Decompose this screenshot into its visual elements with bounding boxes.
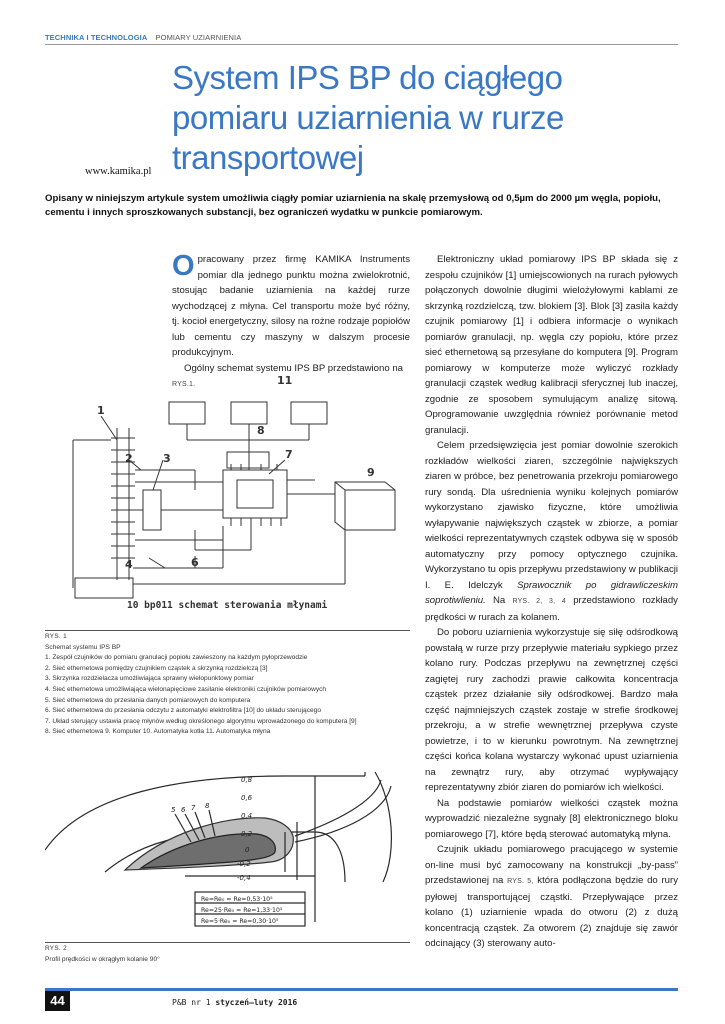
fig1-label-1: 1 [97, 404, 105, 417]
fig2-legend-1: Re=Re₀ ≈ Re=0,53·10⁵ [201, 896, 273, 903]
fig1-bottom-label: 10 bp011 schemat sterowania młynami [127, 600, 328, 611]
fig1-label-6: 6 [191, 556, 199, 569]
header-rule [45, 44, 678, 45]
fig1-label-7: 7 [285, 448, 293, 461]
figure-reference: RYS. 5, [507, 878, 534, 885]
title-line-3: transportowej [172, 139, 364, 176]
figure-1-schematic [45, 370, 410, 628]
journal-issue: styczeń–luty 2016 [215, 998, 298, 1007]
caption-rule [45, 942, 410, 943]
journal-name: P&B nr 1 [172, 998, 211, 1007]
figure-2-velocity-profile [45, 762, 410, 940]
caption-label: RYS. 1 [45, 633, 67, 640]
fig2-axis-0-2: 0,2 [241, 830, 253, 838]
drop-cap: O [172, 250, 195, 282]
caption-title: Profil prędkości w okrągłym kolanie 90° [45, 955, 160, 963]
paragraph: Do poboru uziarnienia wykorzystuje się siłę odśrodkową powstałą w rurze przy przepływie materiału sypkiego przez kolano rury. Podczas przepływu na zewnętrznej części zagiętej rury zachodzi prawie całkowita koncentracja cząstek przez działanie siły odśrodkowej. Bardzo mała część najmniejszych cząstek zostaje w strefie środkowej przekroju, a w strefie wewnętrznej przepływa czyste powietrze, i to w kierunku powrotnym. Na zewnętrznej części końca kolana wystarczy wykonać upust uziarnienia na zewnątrz rury, aby otrzymać wypływający reprezentatywny zbiór ziaren do pomiarów ich wielkości. [425, 627, 678, 793]
fig2-legend-2: Re=25·Re₀ ≈ Re=1,33·10⁵ [201, 907, 283, 914]
paragraph: Celem przedsięwzięcia jest pomiar dowolnie szerokich rozkładów wielkości ziaren, szczególnie największych ziaren w próbce, bez penetrowania przekroju pomiarowego rury sondą. Dla uśrednienia wyniku kolejnych pomiarów wykorzystano zjawisko fizyczne, które umożliwia wyłapywanie największych cząstek w zbiorze, a pomiar wielkości reprezentatywnych cząstek odbywa się w sposób automatyczny przy pomocy optycznego czujnika. Wykorzystano tu opis przepływu przedstawiony w publikacji I. E. Idelczyk Sprawocznik po gidrawliczeskim soprotiwlieniu. Na RYS. 2, 3, 4 przedstawiono rozkłady prędkości w rurach za kolanem. [425, 440, 678, 623]
fig2-label-6: 6 [181, 806, 186, 814]
caption-item: 8. Sieć ethernetowa 9. Komputer 10. Automatyka kotła 11. Automatyka młyna [45, 728, 271, 736]
paragraph: Opracowany przez firmę KAMIKA Instruments pomiar dla jednego punktu można zwielokrotnić, stosując badanie uziarnienia na każdej rurze wychodzącej z młyna. Cel transportu może być różny, tj. kocioł energetyczny, silosy na rożne rodzaje popiołów lub cementu czy maszyny w dalszym procesie produkcyjnym. [172, 250, 410, 358]
fig2-legend-3: Re=5·Re₀ ≈ Re=0,30·10⁵ [201, 918, 279, 925]
footer-bar [45, 988, 678, 991]
fig2-axis-0: 0 [245, 846, 250, 854]
paragraph: Ogólny schemat systemu IPS BP przedstawiono na RYS.1. [172, 362, 403, 388]
fig1-label-4: 4 [125, 558, 133, 571]
subsection-name: POMIARY UZIARNIENIA [155, 33, 242, 42]
caption-item: 1. Zespół czujników do pomiaru granulacji popiołu zawieszony na każdym pyłoprzewodzie [45, 654, 308, 662]
figure-2-caption [45, 944, 410, 965]
caption-item: 3. Skrzynka rozdzielacza umożliwiająca sprawny wielopunktowy pomiar [45, 675, 254, 683]
fig1-label-3: 3 [163, 452, 171, 465]
caption-item: 6. Sieć ethernetowa do przesłania odczytu z automatyki elektrofiltra [10] do układu sterującego [45, 707, 321, 715]
caption-item: 5. Sieć ethernetowa do przesłania danych pomiarowych do komputera [45, 696, 251, 704]
title-line-2: pomiaru uziarnienia w rurze [172, 99, 564, 136]
figure-reference: RYS. 2, 3, 4 [512, 598, 567, 605]
page-number: 44 [45, 991, 70, 1011]
fig1-label-2: 2 [125, 452, 133, 465]
fig2-axis-0-8: 0,8 [241, 776, 253, 784]
text-column-right [425, 252, 678, 952]
fig2-axis-0-6: 0,6 [241, 794, 253, 802]
paragraph: Na podstawie pomiarów wielkości cząstek można wyprowadzić niezależne sygnały [8] elektronicznego bloku pomiarowego [7], które będą sterować automatyką młyna. [425, 797, 678, 840]
caption-label: RYS. 2 [45, 945, 67, 952]
fig2-label-8: 8 [205, 802, 210, 810]
caption-rule [45, 630, 410, 631]
fig2-axis-0-4: 0,4 [241, 812, 253, 820]
fig1-label-9: 9 [367, 466, 375, 479]
caption-title: Schemat systemu IPS BP [45, 643, 121, 651]
section-name: TECHNIKA I TECHNOLOGIA [45, 33, 148, 42]
figure-reference: RYS.1. [172, 381, 196, 388]
running-header [45, 33, 241, 42]
website-link[interactable]: www.kamika.pl [85, 166, 152, 177]
fig1-label-8: 8 [257, 424, 265, 437]
journal-footer [172, 998, 297, 1007]
article-title [172, 58, 672, 178]
paragraph: Elektroniczny układ pomiarowy IPS BP składa się z zespołu czujników [1] umiejscowionych na rurach pyłowych połączonych dowolnie długimi wielożyłowymi kablami ze skrzynką rozdzielczą, tzw. blokiem [3]. Blok [3] zasila każdy czujnik pomiarowy [1] i odbiera informacje o wynikach pomiarów granulacji, np. węgla czy popiołu, które przez sieć ethernetową są przesyłane do komputera [9]. Program pomiarowy w komputerze może wyliczyć rozkłady granulacji cząstek według kalibracji sferycznej lub inaczej, zgodnie ze sposobem symulującym analizę sitową. Oprogramowanie uwzględnia również porównanie metod granulacji. [425, 254, 678, 436]
fig2-label-5: 5 [171, 806, 176, 814]
figure-1-caption [45, 632, 410, 738]
paragraph: Czujnik układu pomiarowego pracującego w systemie on-line musi być zamocowany na konstrukcji „by-pass” przedstawionej na RYS. 5, która podłączona będzie do rury pyłowej transportującej cząstki. Przepływające przez kolano (1) uziarnienie wpada do otworu (2) z dużą koncentracją cząstek. Za otworem (2) znajduje się zawór odcinający (3) sterowany auto- [425, 844, 678, 949]
article-lead: Opisany w niniejszym artykule system umożliwia ciągły pomiar uziarnienia na skalę przemysłową od 0,5µm do 2000 µm węgla, popiołu, cementu i innych sproszkowanych substancji, bez ograniczeń wydatku w punkcie pomiarowym. [45, 193, 661, 218]
fig2-axis-m0-4: -0,4 [237, 874, 251, 882]
caption-item: 7. Układ sterujący ustawia pracę młynów według określonego algorytmu wprowadzonego do komputera [9] [45, 717, 357, 725]
fig2-axis-m0-2: -0,2 [237, 860, 251, 868]
publication-title: Sprawocznik po gidrawliczeskim soprotiwlieniu. [425, 579, 678, 606]
fig2-label-7: 7 [191, 804, 196, 812]
title-line-1: System IPS BP do ciągłego [172, 59, 563, 96]
caption-item: 2. Sieć ethernetowa pomiędzy czujnikiem cząstek a skrzynką rozdzielczą [3] [45, 664, 268, 672]
fig1-label-11: 11 [277, 374, 293, 387]
caption-item: 4. Sieć ethernetowa umożliwiająca wielonapięciowe zasilanie elektroniki czujników pomiarowych [45, 685, 327, 693]
